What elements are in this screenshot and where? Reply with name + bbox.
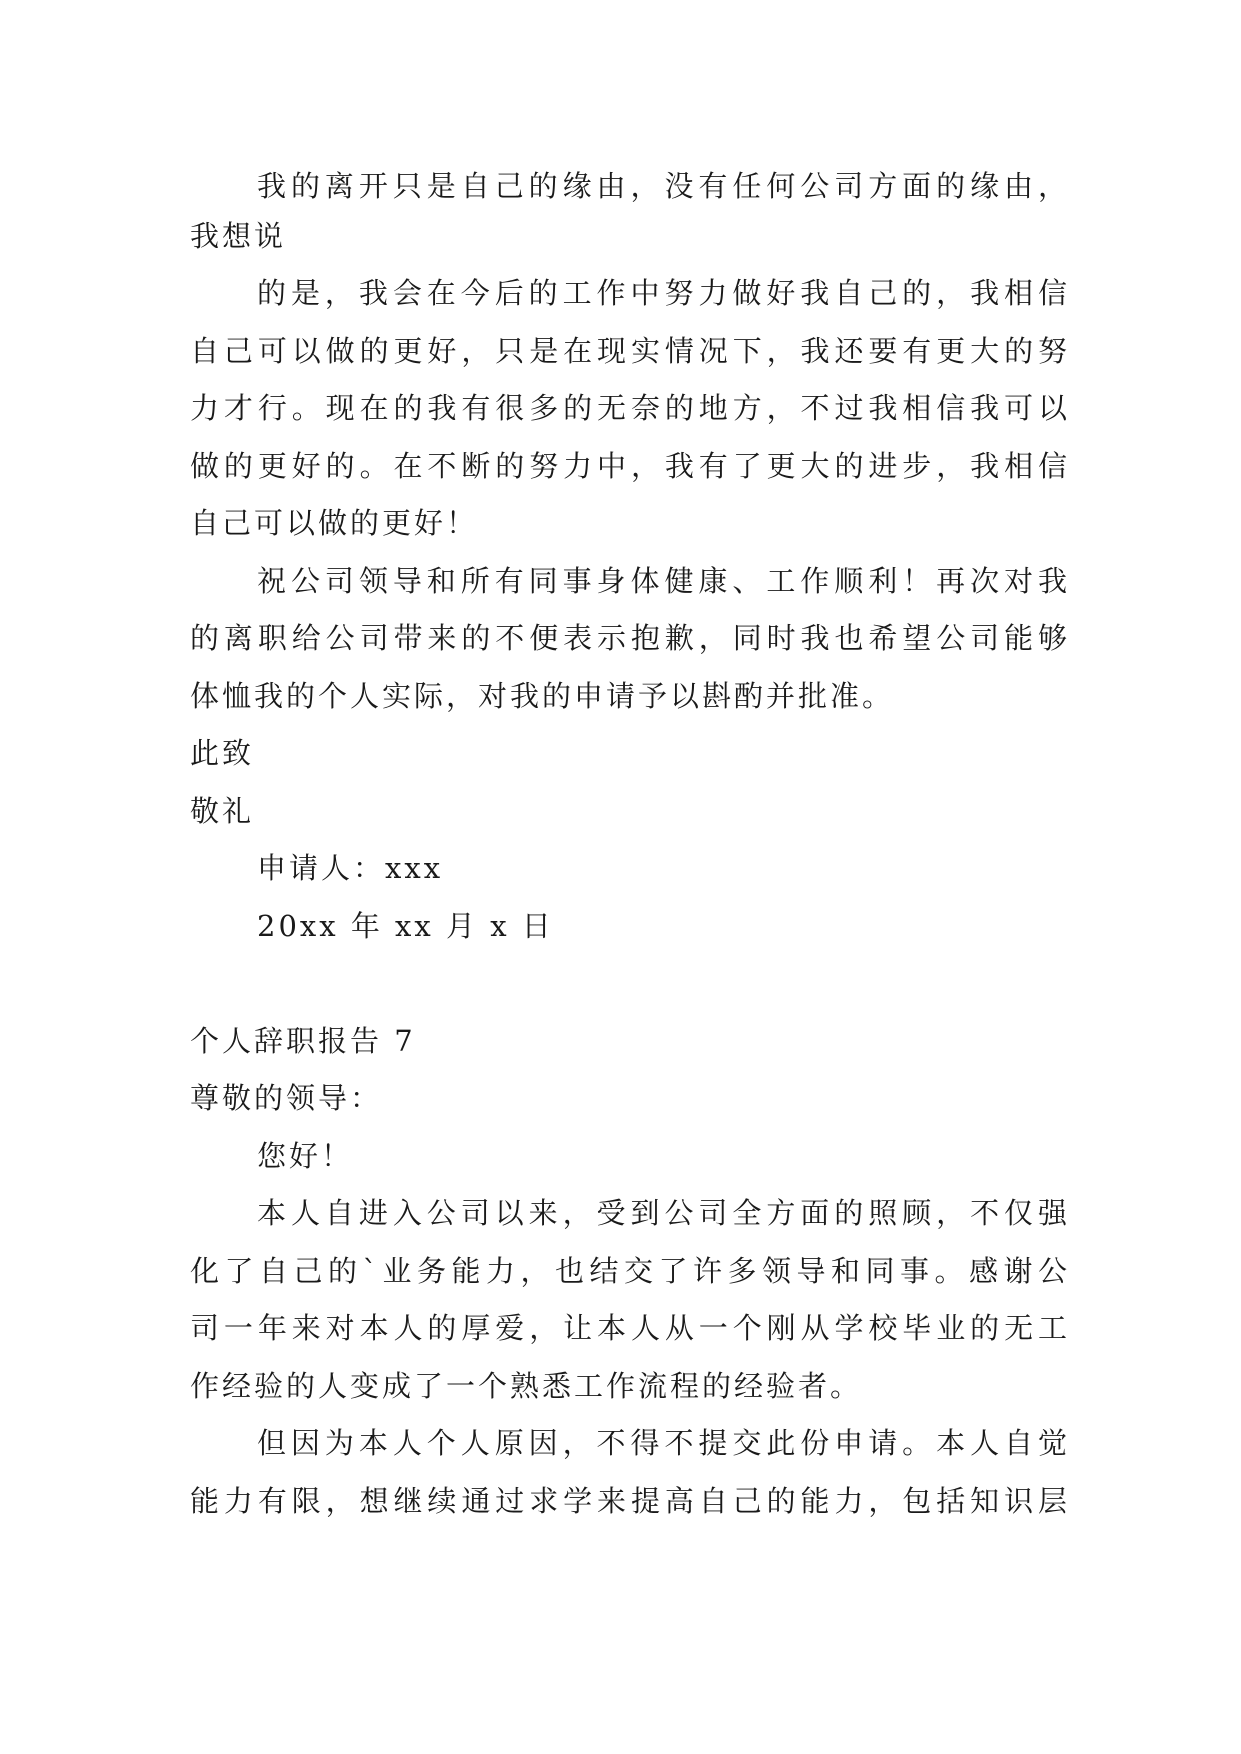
paragraph-line: 力才行。现在的我有很多的无奈的地方，不过我相信我可以 (190, 391, 1070, 425)
applicant-line: 申请人：xxx (257, 851, 444, 885)
paragraph-line: 自己可以做的更好，只是在现实情况下，我还要有更大的努 (190, 334, 1070, 368)
greeting-line: 尊敬的领导： (190, 1081, 383, 1115)
paragraph-line: 我的离开只是自己的缘由，没有任何公司方面的缘由， (257, 169, 1070, 203)
date-line: 20xx 年 xx 月 x 日 (257, 909, 554, 943)
paragraph-line: 本人自进入公司以来，受到公司全方面的照顾，不仅强 (257, 1196, 1070, 1230)
paragraph-line: 司一年来对本人的厚爱，让本人从一个刚从学校毕业的无工 (190, 1311, 1070, 1345)
paragraph-line: 我想说 (190, 219, 287, 253)
paragraph-line: 祝公司领导和所有同事身体健康、工作顺利！再次对我 (257, 564, 1070, 598)
greeting-line: 您好！ (257, 1139, 354, 1173)
paragraph-line: 作经验的人变成了一个熟悉工作流程的经验者。 (190, 1369, 863, 1403)
salutation-line: 敬礼 (190, 794, 255, 828)
paragraph-line: 化了自己的`业务能力，也结交了许多领导和同事。感谢公 (190, 1254, 1070, 1288)
paragraph-line: 体恤我的个人实际，对我的申请予以斟酌并批准。 (190, 679, 895, 713)
paragraph-line: 但因为本人个人原因，不得不提交此份申请。本人自觉 (257, 1426, 1070, 1460)
paragraph-line: 做的更好的。在不断的努力中，我有了更大的进步，我相信 (190, 449, 1070, 483)
paragraph-line: 能力有限，想继续通过求学来提高自己的能力，包括知识层 (190, 1484, 1070, 1518)
paragraph-line: 的是，我会在今后的工作中努力做好我自己的，我相信 (257, 276, 1070, 310)
closing-line: 此致 (190, 736, 255, 770)
paragraph-line: 的离职给公司带来的不便表示抱歉，同时我也希望公司能够 (190, 621, 1070, 655)
section-heading: 个人辞职报告 7 (190, 1024, 416, 1058)
paragraph-line: 自己可以做的更好！ (190, 506, 479, 540)
